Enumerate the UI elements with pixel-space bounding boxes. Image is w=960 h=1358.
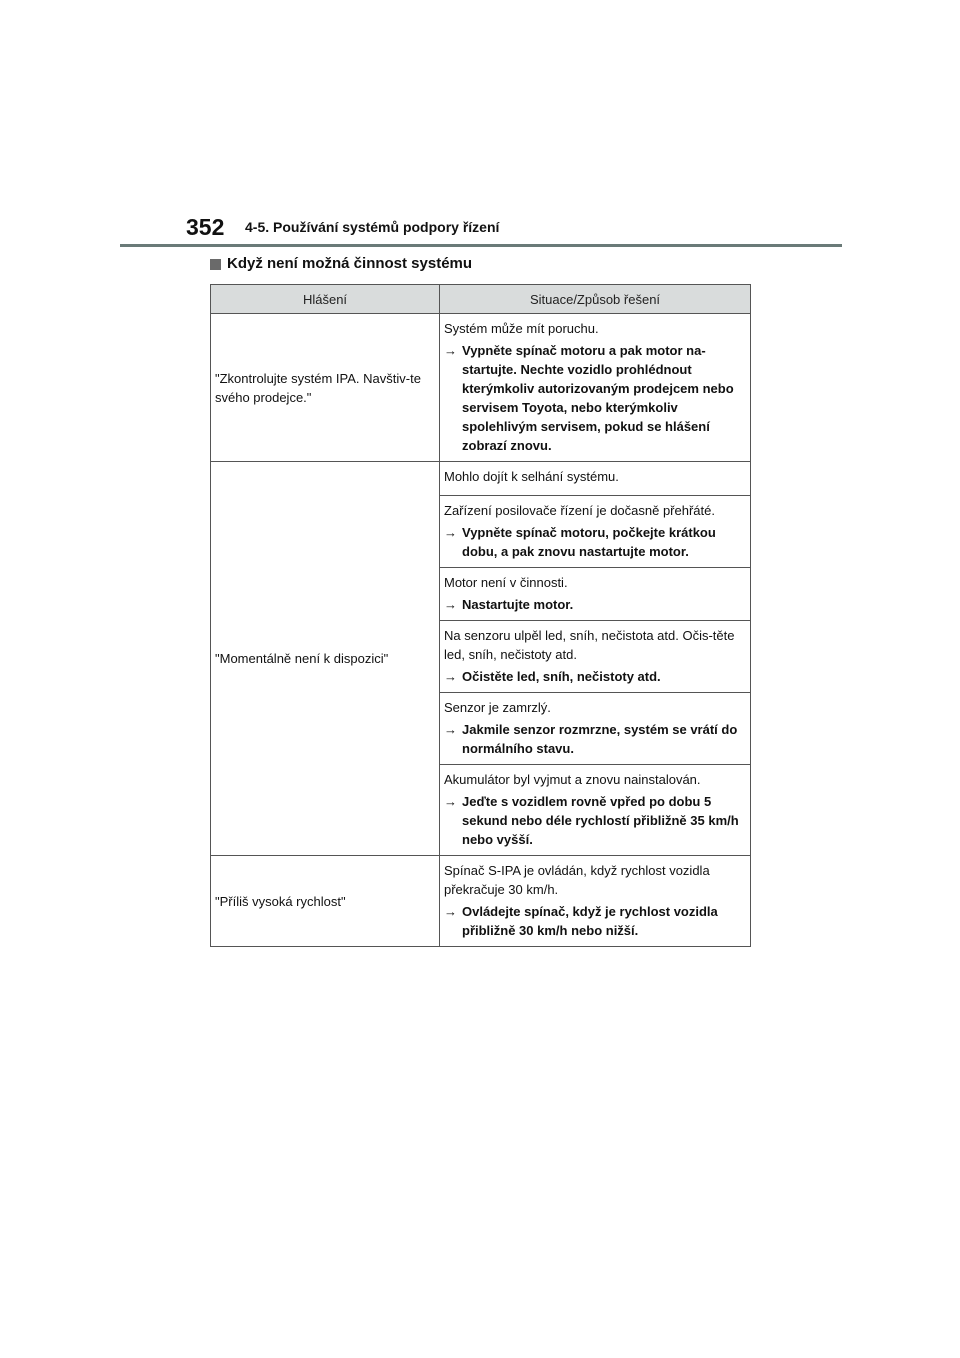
solution-item bbox=[440, 692, 750, 764]
situation-text: Mohlo dojít k selhání systému. bbox=[444, 469, 619, 484]
table-row bbox=[211, 314, 751, 462]
arrow-icon: → bbox=[444, 722, 457, 737]
table-header-row bbox=[211, 285, 751, 314]
arrow-icon: → bbox=[444, 525, 457, 540]
action-text: Jakmile senzor rozmrzne, systém se vrátí do normálního stavu. bbox=[462, 722, 738, 756]
action-text: Vypněte spínač motoru, počkejte krátkou dobu, a pak znovu nastartujte motor. bbox=[462, 525, 716, 559]
action-line bbox=[444, 667, 746, 686]
solution-item bbox=[440, 764, 750, 855]
situation-text: Akumulátor byl vyjmut a znovu nainstalován. bbox=[444, 772, 701, 787]
section-heading bbox=[210, 254, 472, 274]
table-body bbox=[211, 314, 751, 947]
solution-cell bbox=[440, 314, 751, 462]
section-title: Když není možná činnost systému bbox=[227, 255, 473, 272]
situation-text: Na senzoru ulpěl led, sníh, nečistota atd. Očis-těte led, sníh, nečistoty atd. bbox=[444, 628, 735, 662]
solution-item bbox=[440, 620, 750, 692]
action-line bbox=[444, 720, 746, 758]
action-text: Ovládejte spínač, když je rychlost vozidla přibližně 30 km/h nebo nižší. bbox=[462, 904, 718, 938]
action-line bbox=[444, 595, 746, 614]
solution-item bbox=[440, 856, 750, 946]
action-line bbox=[444, 902, 746, 940]
square-icon bbox=[210, 259, 221, 270]
action-line bbox=[444, 341, 746, 455]
arrow-icon: → bbox=[444, 597, 457, 612]
situation-text: Spínač S-IPA je ovládán, když rychlost vozidla překračuje 30 km/h. bbox=[444, 863, 710, 897]
header-rule bbox=[120, 244, 842, 247]
arrow-icon: → bbox=[444, 669, 457, 684]
action-text: Vypněte spínač motoru a pak motor na-startujte. Nechte vozidlo prohlédnout kterýmkoliv autorizovaným prodejcem nebo servisem Toyota, nebo kterýmkoliv spolehlivým servisem, pokud se hlášení zobrazí znovu. bbox=[462, 343, 734, 453]
solution-item bbox=[440, 314, 750, 461]
column-header-message: Hlášení bbox=[211, 285, 440, 314]
column-header-solution: Situace/Způsob řešení bbox=[440, 285, 751, 314]
arrow-icon: → bbox=[444, 904, 457, 919]
solution-cell bbox=[440, 462, 751, 856]
situation-text: Motor není v činnosti. bbox=[444, 575, 568, 590]
message-cell: "Momentálně není k dispozici" bbox=[211, 462, 440, 856]
situation-text: Systém může mít poruchu. bbox=[444, 321, 599, 336]
table-row bbox=[211, 462, 751, 856]
action-text: Jeďte s vozidlem rovně vpřed po dobu 5 sekund nebo déle rychlostí přibližně 35 km/h nebo vyšší. bbox=[462, 794, 739, 847]
action-text: Nastartujte motor. bbox=[462, 597, 574, 612]
page-number: 352 bbox=[186, 214, 225, 240]
info-table bbox=[210, 284, 751, 947]
situation-text: Senzor je zamrzlý. bbox=[444, 700, 551, 715]
solution-item bbox=[440, 462, 750, 495]
chapter-title: 4-5. Používání systémů podpory řízení bbox=[245, 219, 500, 235]
solution-item bbox=[440, 567, 750, 620]
message-cell: "Zkontrolujte systém IPA. Navštiv-te svého prodejce." bbox=[211, 314, 440, 462]
arrow-icon: → bbox=[444, 343, 457, 358]
situation-text: Zařízení posilovače řízení je dočasně přehřáté. bbox=[444, 503, 715, 518]
solution-cell bbox=[440, 856, 751, 947]
message-cell: "Příliš vysoká rychlost" bbox=[211, 856, 440, 947]
action-line bbox=[444, 523, 746, 561]
arrow-icon: → bbox=[444, 794, 457, 809]
solution-item bbox=[440, 495, 750, 567]
action-line bbox=[444, 792, 746, 849]
action-text: Očistěte led, sníh, nečistoty atd. bbox=[462, 669, 661, 684]
table-row bbox=[211, 856, 751, 947]
